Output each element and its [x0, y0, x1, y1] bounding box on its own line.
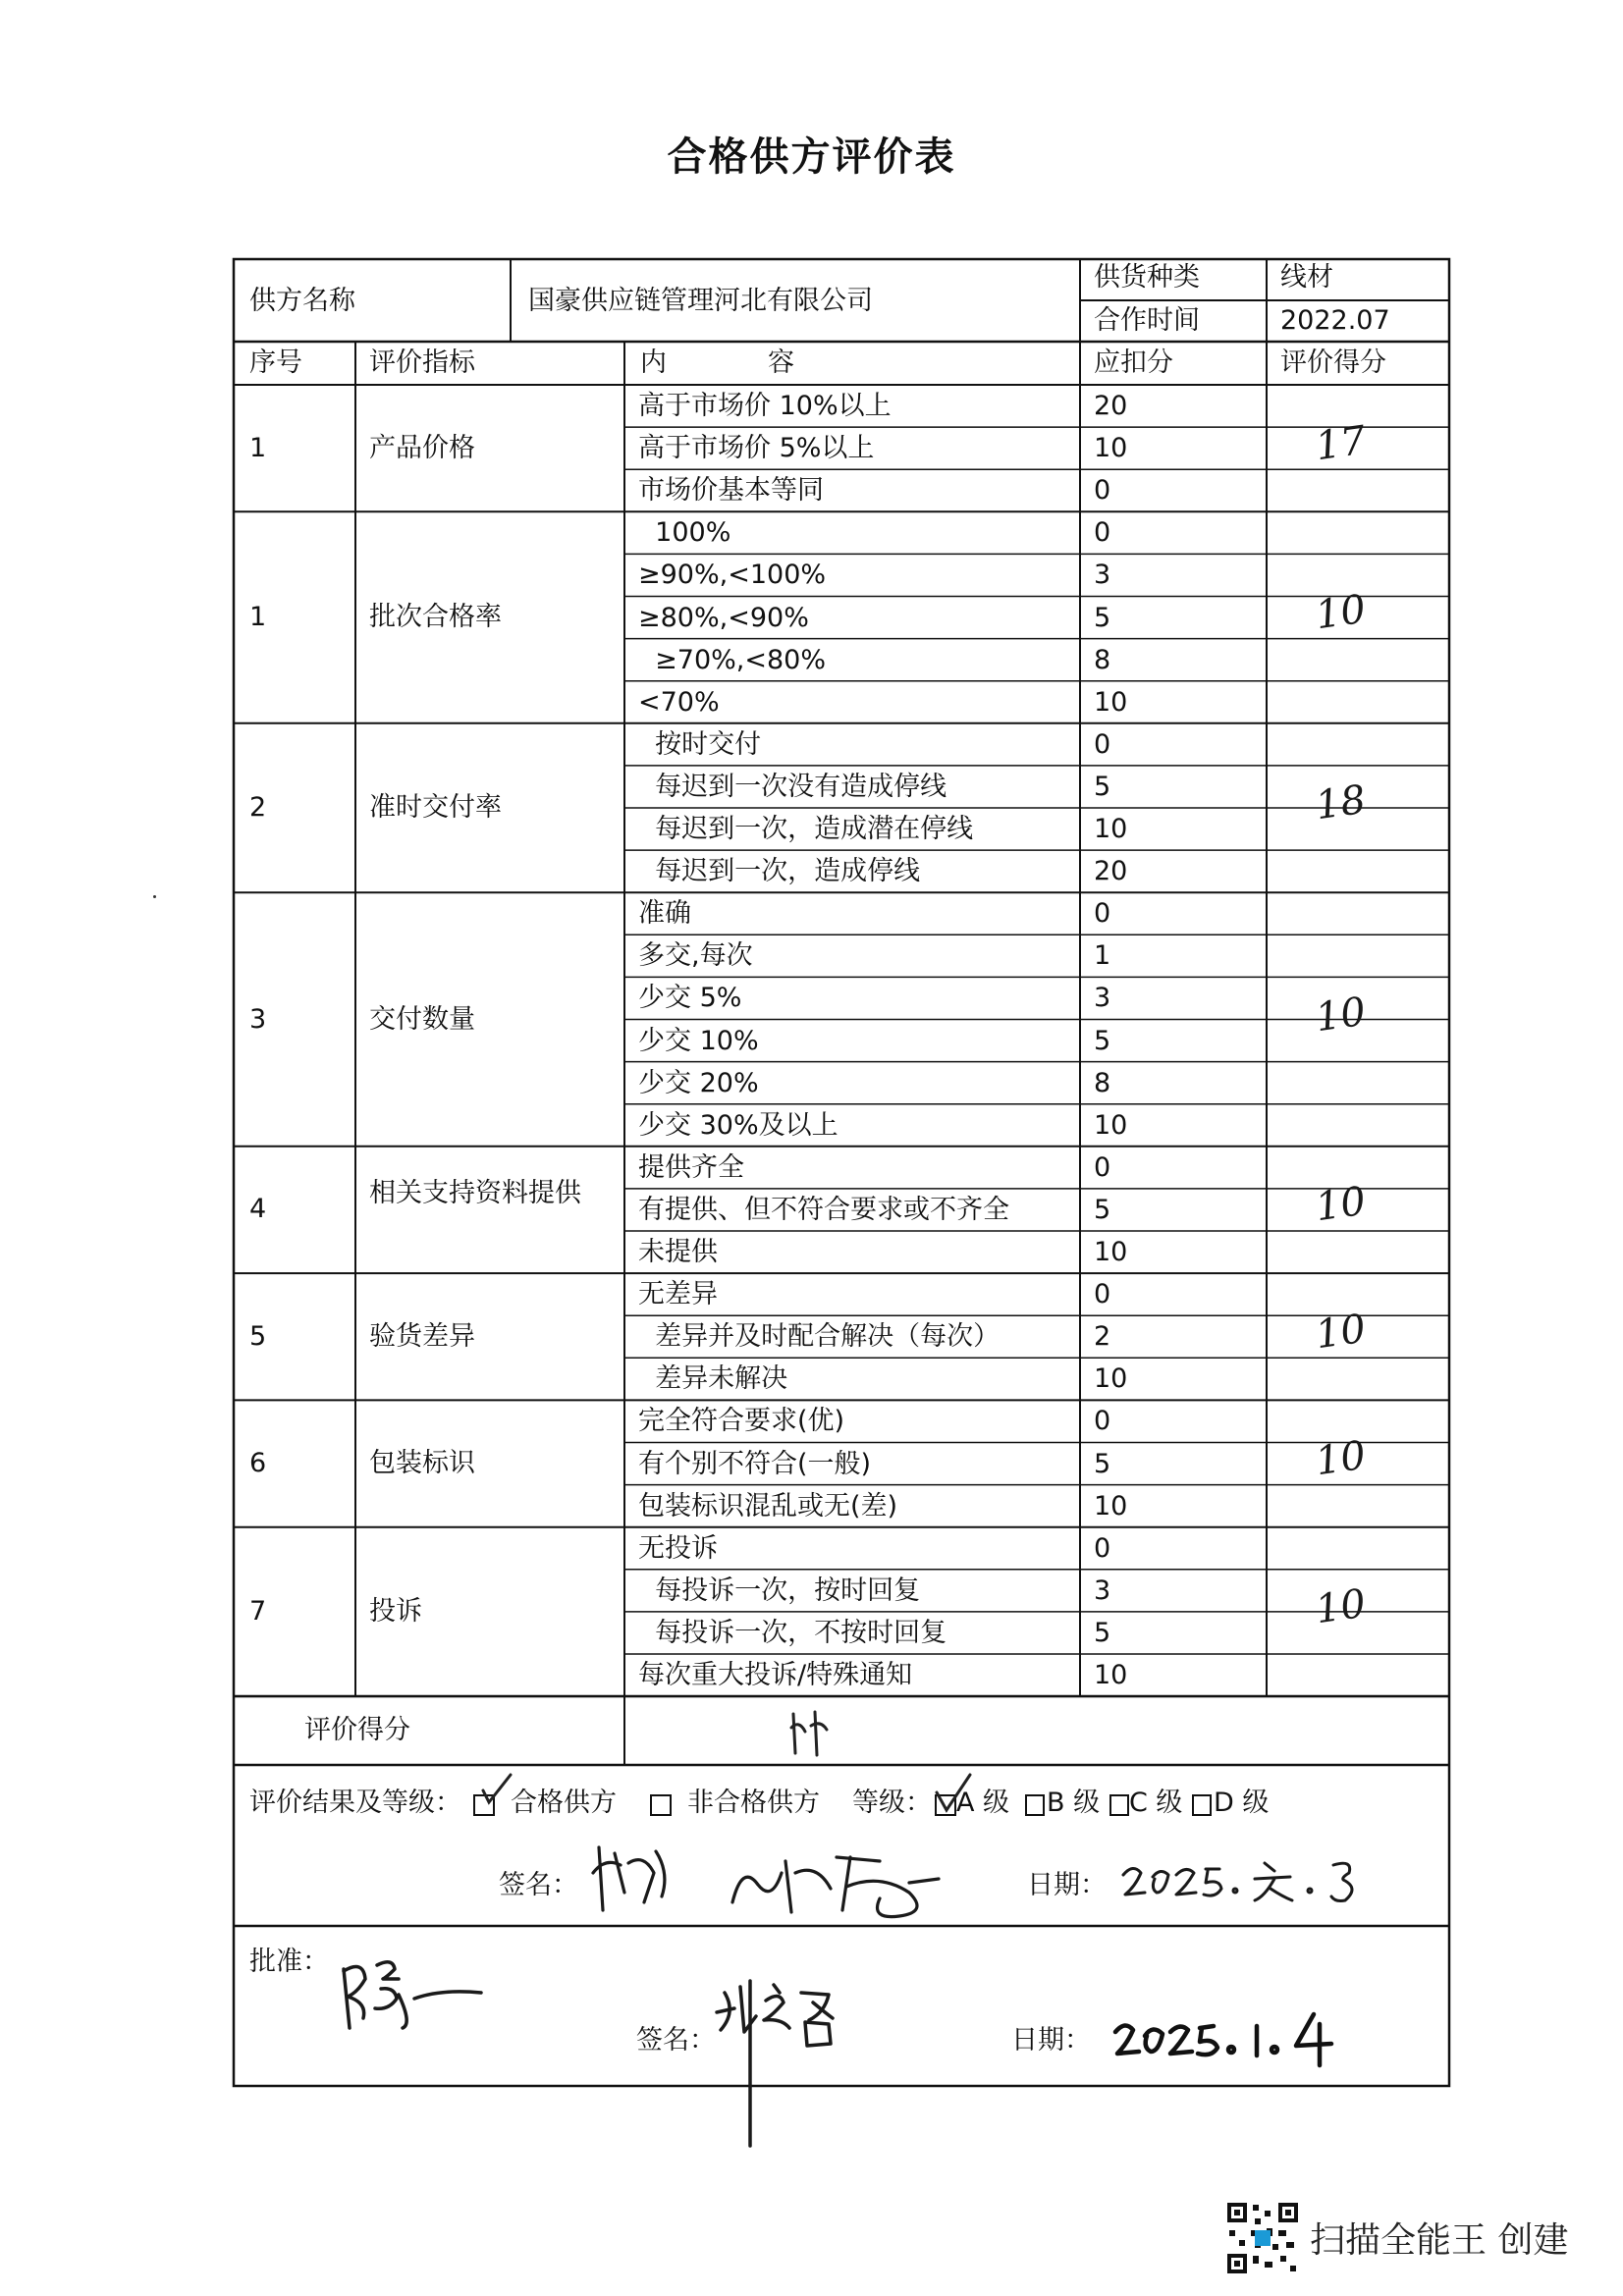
- group-indicator: 交付数量: [369, 1003, 475, 1035]
- row-content: 每迟到一次，造成潜在停线: [638, 814, 974, 844]
- total-score-handwritten: [785, 1706, 844, 1763]
- col-header-score: 评价得分: [1280, 347, 1386, 378]
- row-deduct: 10: [1094, 433, 1128, 464]
- row-content: 有个别不符合(一般): [638, 1448, 872, 1479]
- row-deduct: 5: [1094, 771, 1111, 802]
- group-indicator: 相关支持资料提供: [369, 1178, 581, 1209]
- grade-label: 等级：: [852, 1788, 932, 1818]
- grade-c-checkbox[interactable]: [1109, 1794, 1129, 1816]
- row-deduct: 8: [1094, 644, 1111, 675]
- grade-b-option: B 级: [1047, 1788, 1101, 1818]
- row-deduct: 10: [1094, 1490, 1128, 1522]
- row-content: 100%: [638, 517, 731, 549]
- page-title: 合格供方评价表: [667, 134, 956, 180]
- row-deduct: 0: [1094, 517, 1111, 549]
- row-deduct: 0: [1094, 1532, 1111, 1564]
- handwritten-score: 18: [1313, 776, 1369, 829]
- group-number: 4: [249, 1194, 267, 1225]
- row-content: 少交 10%: [638, 1025, 759, 1056]
- row-content: 完全符合要求(优): [638, 1406, 845, 1437]
- grade-a-option: A 级: [956, 1788, 1010, 1818]
- row-deduct: 10: [1094, 1237, 1128, 1267]
- group-number: 1: [249, 432, 267, 463]
- row-content: 每迟到一次，造成停线: [638, 856, 921, 887]
- supply-type-value: 线材: [1280, 262, 1333, 293]
- approver-signature: [711, 1973, 858, 2163]
- group-indicator: 投诉: [369, 1595, 422, 1627]
- row-content: ≥80%,<90%: [638, 602, 809, 633]
- row-content: 差异未解决: [638, 1363, 788, 1395]
- grade-d-option: D 级: [1214, 1788, 1270, 1818]
- grade-c-option: C 级: [1129, 1788, 1183, 1818]
- row-content: 市场价基本等同: [638, 475, 824, 507]
- row-content: 未提供: [638, 1237, 718, 1267]
- row-deduct: 5: [1094, 1617, 1111, 1648]
- scanner-watermark: 扫描全能王 创建: [1310, 2220, 1569, 2261]
- row-content: 少交 20%: [638, 1067, 759, 1098]
- row-deduct: 3: [1094, 1575, 1111, 1606]
- group-indicator: 批次合格率: [369, 602, 502, 633]
- group-indicator: 准时交付率: [369, 792, 502, 823]
- row-deduct: 3: [1094, 560, 1111, 591]
- handwritten-score: 10: [1313, 586, 1369, 639]
- row-deduct: 2: [1094, 1321, 1111, 1353]
- qualified-option: 合格供方: [511, 1788, 617, 1818]
- row-deduct: 10: [1094, 1109, 1128, 1141]
- row-content: 高于市场价 10%以上: [638, 391, 892, 421]
- row-deduct: 1: [1094, 940, 1111, 972]
- row-content: 每迟到一次没有造成停线: [638, 771, 947, 802]
- supplier-label: 供方名称: [249, 286, 355, 316]
- row-content: ≥90%,<100%: [638, 560, 827, 591]
- row-deduct: 0: [1094, 1279, 1111, 1310]
- group-number: 3: [249, 1003, 267, 1035]
- total-label: 评价得分: [304, 1715, 410, 1745]
- col-header-deduct: 应扣分: [1094, 347, 1173, 378]
- row-content: 提供齐全: [638, 1151, 744, 1183]
- handwritten-score: 10: [1313, 988, 1369, 1041]
- row-deduct: 5: [1094, 1194, 1111, 1225]
- handwritten-score: 17: [1313, 417, 1369, 469]
- row-deduct: 0: [1094, 1151, 1111, 1183]
- row-content: 每投诉一次，按时回复: [638, 1575, 921, 1606]
- group-number: 2: [249, 792, 267, 823]
- row-deduct: 20: [1094, 856, 1128, 887]
- grade-b-checkbox[interactable]: [1025, 1794, 1045, 1816]
- handwritten-score: 10: [1313, 1580, 1369, 1633]
- group-indicator: 验货差异: [369, 1320, 475, 1352]
- row-content: 有提供、但不符合要求或不齐全: [638, 1194, 1009, 1225]
- qr-code-image: [1225, 2201, 1300, 2275]
- row-deduct: 0: [1094, 475, 1111, 507]
- row-content: 少交 30%及以上: [638, 1109, 839, 1141]
- handwritten-score: 10: [1313, 1179, 1369, 1231]
- row-deduct: 3: [1094, 983, 1111, 1014]
- unqualified-option: 非合格供方: [687, 1788, 820, 1818]
- qualified-checkmark: [479, 1771, 514, 1814]
- group-number: 7: [249, 1595, 267, 1627]
- approve-label: 批准：: [249, 1947, 329, 1977]
- col-header-indicator: 评价指标: [369, 347, 475, 378]
- row-deduct: 8: [1094, 1067, 1111, 1098]
- col-header-content: 内 容: [640, 347, 794, 378]
- row-deduct: 5: [1094, 602, 1111, 633]
- result-label: 评价结果及等级：: [249, 1788, 461, 1818]
- row-content: 少交 5%: [638, 983, 742, 1014]
- row-content: 准确: [638, 898, 691, 930]
- coop-time-label: 合作时间: [1094, 305, 1200, 336]
- result-sign-label: 签名：: [499, 1870, 578, 1900]
- group-number: 5: [249, 1320, 267, 1352]
- group-number: 1: [249, 602, 267, 633]
- row-content: 多交,每次: [638, 940, 753, 972]
- row-content: 按时交付: [638, 728, 762, 760]
- result-date-handwritten: [1117, 1849, 1382, 1912]
- col-header-no: 序号: [249, 347, 302, 378]
- handwritten-score: 10: [1313, 1432, 1369, 1485]
- row-content: <70%: [638, 686, 720, 718]
- grade-d-checkbox[interactable]: [1192, 1794, 1212, 1816]
- approve-sign-label: 签名：: [636, 2025, 716, 2056]
- row-content: 每次重大投诉/特殊通知: [638, 1660, 913, 1690]
- result-signature: [585, 1834, 978, 1926]
- row-deduct: 10: [1094, 1660, 1128, 1690]
- row-deduct: 20: [1094, 391, 1128, 421]
- row-content: 差异并及时配合解决（每次）: [638, 1321, 1001, 1353]
- row-content: 无投诉: [638, 1532, 718, 1564]
- group-indicator: 产品价格: [369, 432, 475, 463]
- approve-date-label: 日期：: [1011, 2025, 1091, 2056]
- row-deduct: 5: [1094, 1025, 1111, 1056]
- row-deduct: 5: [1094, 1448, 1111, 1479]
- group-number: 6: [249, 1448, 267, 1479]
- row-content: 包装标识混乱或无(差): [638, 1490, 898, 1522]
- row-deduct: 0: [1094, 898, 1111, 930]
- row-content: 高于市场价 5%以上: [638, 433, 875, 464]
- row-content: 每投诉一次，不按时回复: [638, 1617, 947, 1648]
- result-date-label: 日期：: [1027, 1870, 1107, 1900]
- group-indicator: 包装标识: [369, 1448, 475, 1479]
- row-deduct: 10: [1094, 814, 1128, 844]
- unqualified-checkbox[interactable]: [650, 1794, 672, 1816]
- row-content: 无差异: [638, 1279, 718, 1310]
- supply-type-label: 供货种类: [1094, 262, 1200, 293]
- row-deduct: 10: [1094, 686, 1128, 718]
- supplier-name: 国豪供应链管理河北有限公司: [528, 286, 873, 316]
- row-content: ≥70%,<80%: [638, 644, 827, 675]
- row-deduct: 10: [1094, 1363, 1128, 1395]
- approve-date-handwritten: [1109, 2006, 1355, 2073]
- row-deduct: 0: [1094, 1406, 1111, 1437]
- handwritten-score: 10: [1313, 1306, 1369, 1359]
- approver-mark: [334, 1949, 491, 2042]
- coop-time-value: 2022.07: [1280, 305, 1390, 336]
- row-deduct: 0: [1094, 728, 1111, 760]
